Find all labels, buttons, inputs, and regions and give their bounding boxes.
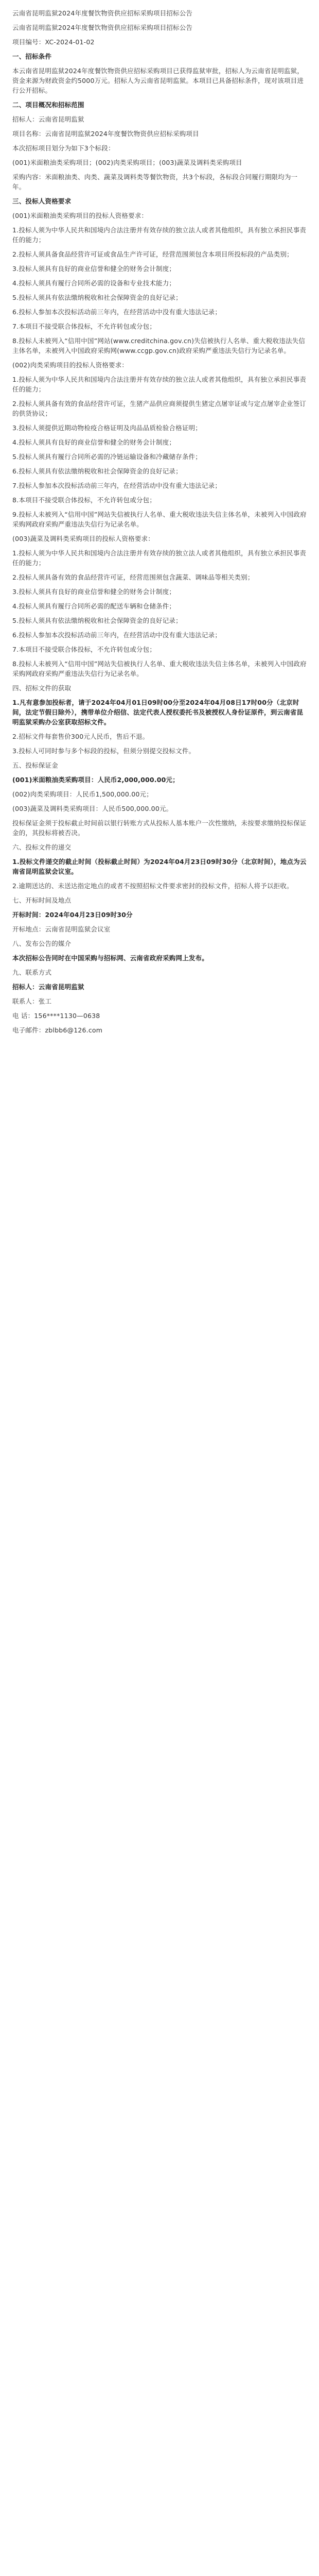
section-heading: 二、项目概况和招标范围 [12, 101, 84, 109]
body-text-line: 7.本项目不接受联合体投标，不允许转包或分包； [12, 646, 156, 653]
body-text-line: 6.投标人参加本次投标活动前三年内，在经营活动中没有重大违法记录； [12, 308, 222, 316]
section-heading: 开标时间：2024年04月23日09时30分 [12, 911, 133, 919]
body-text-line: 本云南省昆明监狱2024年度餐饮物资供应招标采购项目已获得监狱审批，招标人为云南省昆明监狱，资金来源为财政资金约5000万元。招标人为云南省昆明监狱。本项目已具备招标条件，现对该项目进行公开招标。 [12, 67, 304, 94]
body-text-line: 2.投标人须具备有效的食品经营许可证，生猪产品供应商须提供生猪定点屠宰证或与定点屠宰企业签订的供货协议； [12, 400, 307, 417]
body-text-line: 2.逾期送达的、未送达指定地点的或者不按照招标文件要求密封的投标文件，招标人将予以拒收。 [12, 882, 293, 890]
body-text-line: 开标地点：云南省昆明监狱会议室 [12, 925, 111, 933]
section-heading: 三、投标人资格要求 [12, 197, 72, 205]
body-text-line: 4.投标人须具有良好的商业信誉和健全的财务会计制度； [12, 438, 176, 446]
body-text-line: 五、投标保证金 [12, 761, 58, 769]
body-text-line: 6.投标人参加本次投标活动前三年内，在经营活动中没有重大违法记录； [12, 631, 222, 639]
body-text-line: 云南省昆明监狱2024年度餐饮物资供应招标采购项目招标公告 [12, 9, 193, 17]
body-text-line: 电 话：156****1130—0638 [12, 1012, 100, 1020]
body-text-line: 3.投标人可同时参与多个标段的投标，但须分别提交投标文件。 [12, 747, 196, 755]
body-text-line: 八、发布公告的媒介 [12, 940, 72, 947]
body-text-line: 1.投标人须为中华人民共和国境内合法注册并有效存续的独立法人或者其他组织，具有独立承担民事责任的能力； [12, 226, 307, 244]
body-text-line: 4.投标人须具有履行合同所必需的配送车辆和仓储条件； [12, 602, 176, 610]
body-text-line: (003)蔬菜及调料类采购项目的投标人资格要求： [12, 535, 154, 543]
body-text-line: 3.投标人须具有良好的商业信誉和健全的财务会计制度； [12, 265, 176, 273]
body-text-line: 七、开标时间及地点 [12, 896, 72, 904]
section-heading: 1.投标文件递交的截止时间（投标截止时间）为2024年04月23日09时30分（北京时间），地点为云南省昆明监狱会议室。 [12, 858, 307, 875]
body-text-line: 本次招标项目划分为如下3个标段： [12, 144, 115, 152]
body-text-line: 2.招标文件每套售价300元人民币，售后不退。 [12, 733, 149, 740]
body-text-line: 电子邮件：zblbb6@126.com [12, 1026, 103, 1034]
body-text-line: 九、联系方式 [12, 969, 52, 976]
body-text-line: 六、投标文件的递交 [12, 843, 72, 851]
body-text-line: 8.投标人未被列入“信用中国”网站(www.creditchina.gov.cn)失信被执行人名单、重大税收违法失信主体名单，未被列入中国政府采购网(www.ccgp.gov.cn)政府采购严重违法失信行为记录名单。 [12, 337, 306, 354]
body-text-line: 四、招标文件的获取 [12, 684, 72, 692]
body-text-line: 5.投标人须具有依法缴纳税收和社会保障资金的良好记录； [12, 617, 182, 624]
body-text-line: (002)肉类采购项目的投标人资格要求： [12, 361, 129, 369]
body-text-line: 4.投标人须具有履行合同所必需的设备和专业技术能力； [12, 279, 176, 287]
body-text-line: 投标保证金须于投标截止时间前以银行转账方式从投标人基本账户一次性缴纳，未按要求缴纳投标保证金的，其投标将被否决。 [12, 819, 307, 837]
body-text-line: 9.投标人未被列入“信用中国”网站失信被执行人名单、重大税收违法失信主体名单，未被列入中国政府采购网政府采购严重违法失信行为记录名单。 [12, 511, 307, 528]
body-text-line: (003)蔬菜及调料类采购项目：人民币500,000.00元。 [12, 805, 173, 812]
body-text-line: 3.投标人须具有良好的商业信誉和健全的财务会计制度； [12, 588, 176, 596]
body-text-line: 7.投标人参加本次投标活动前三年内，在经营活动中没有重大违法记录； [12, 482, 222, 489]
body-text-line: 云南省昆明监狱2024年度餐饮物资供应招标采购项目招标公告 [12, 24, 193, 31]
body-text-line: (001)米面粮油类采购项目；(002)肉类采购项目；(003)蔬菜及调料类采购项目 [12, 159, 242, 166]
body-text-line: 2.投标人须具备食品经营许可证或食品生产许可证，经营范围须包含本项目所投标段的产品类别； [12, 250, 293, 258]
section-heading: (001)米面粮油类采购项目：人民币2,000,000.00元； [12, 776, 179, 784]
body-text-line: 3.投标人须提供近期动物检疫合格证明及肉品品质检验合格证明； [12, 424, 202, 432]
body-text-line: 采购内容：米面粮油类、肉类、蔬菜及调料类等餐饮物资，共3个标段，各标段合同履行期限均为一年。 [12, 173, 298, 191]
section-heading: 1.凡有意参加投标者，请于2024年04月01日09时00分至2024年04月08日17时00分（北京时间，法定节假日除外），携带单位介绍信、法定代表人授权委托书及被授权人身份证原件，到云南省昆明监狱采购办公室获取招标文件。 [12, 699, 304, 726]
body-text-line: 联系人：张工 [12, 997, 52, 1005]
body-text-line: 7.本项目不接受联合体投标，不允许转包或分包； [12, 323, 156, 330]
body-text-line: 项目编号：XC-2024-01-02 [12, 38, 95, 46]
body-text-line: 1.投标人须为中华人民共和国境内合法注册并有效存续的独立法人或者其他组织，具有独立承担民事责任的能力； [12, 549, 307, 567]
body-text-line: (002)肉类采购项目：人民币1,500,000.00元； [12, 790, 153, 798]
body-text-line: 2.投标人须具备有效的食品经营许可证，经营范围须包含蔬菜、调味品等相关类别； [12, 573, 254, 581]
announcement-document [0, 0, 319, 1060]
body-text-line: 8.投标人未被列入“信用中国”网站失信被执行人名单、重大税收违法失信主体名单，未被列入中国政府采购网政府采购严重违法失信行为记录名单。 [12, 660, 307, 677]
body-text-line: 8.本项目不接受联合体投标，不允许转包或分包； [12, 496, 156, 504]
body-text-line: 6.投标人须具有依法缴纳税收和社会保障资金的良好记录； [12, 467, 182, 475]
body-text-line: 5.投标人须具有依法缴纳税收和社会保障资金的良好记录； [12, 294, 182, 301]
body-text-line: 招标人：云南省昆明监狱 [12, 115, 84, 123]
body-text-line: (001)米面粮油类采购项目的投标人资格要求： [12, 212, 148, 219]
section-heading: 本次招标公告同时在中国采购与招标网、云南省政府采购网上发布。 [12, 954, 209, 962]
body-text-line: 1.投标人须为中华人民共和国境内合法注册并有效存续的独立法人或者其他组织，具有独立承担民事责任的能力； [12, 376, 307, 393]
section-heading: 一、招标条件 [12, 53, 52, 60]
body-text-line: 项目名称：云南省昆明监狱2024年度餐饮物资供应招标采购项目 [12, 130, 199, 138]
section-heading: 招标人：云南省昆明监狱 [12, 983, 84, 991]
body-text-line: 5.投标人须具有履行合同所必需的冷链运输设备和冷藏储存条件； [12, 453, 202, 461]
